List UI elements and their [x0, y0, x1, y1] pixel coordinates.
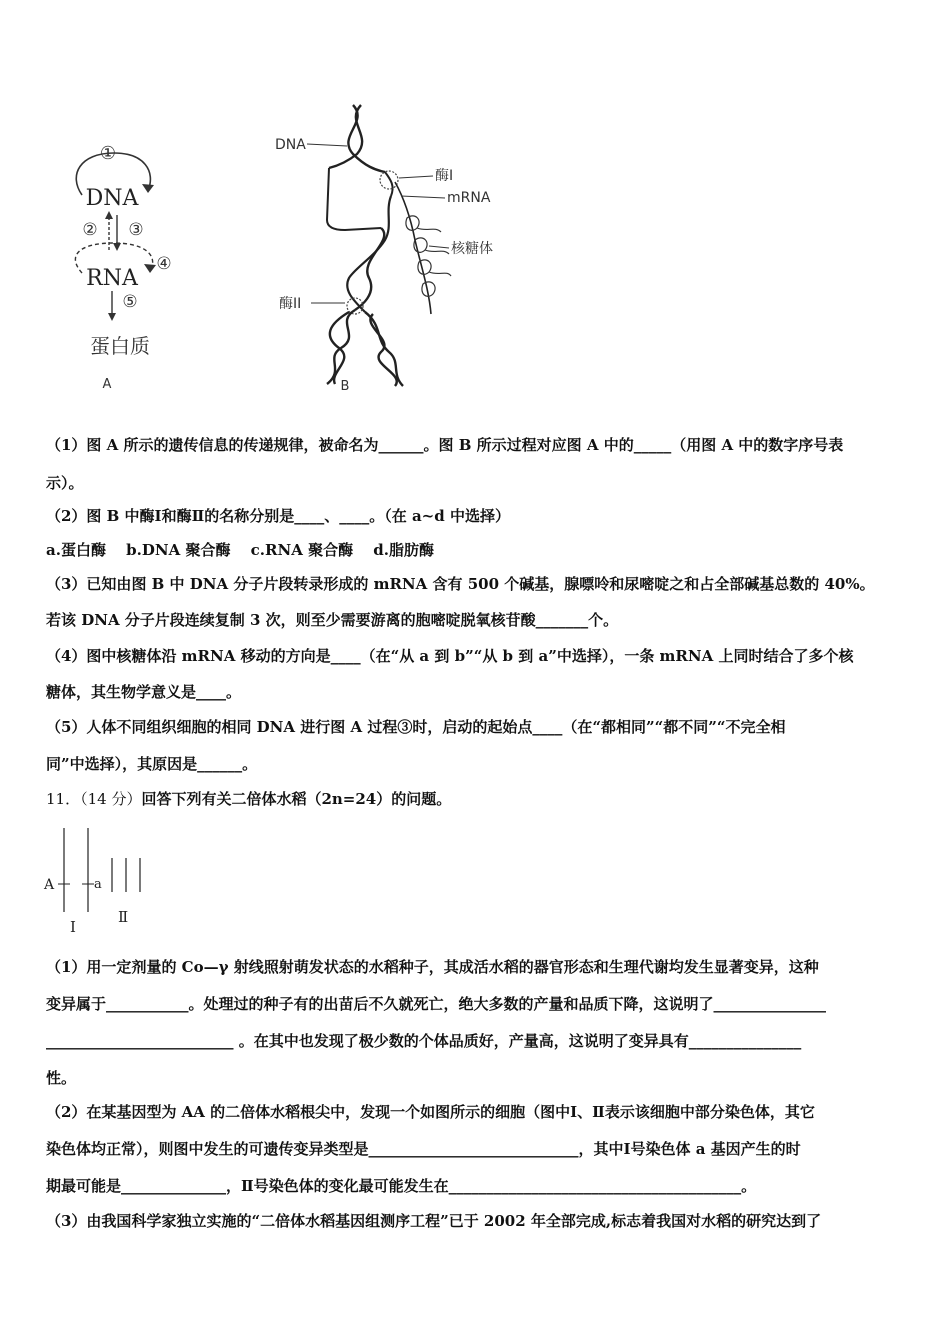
- q11-part3-line1: （3）由我国科学家独立实施的“二倍体水稻基因组测序工程”已于 2002 年全部完成,标志着我国对水稻的研究达到了: [46, 1212, 822, 1230]
- mrna-pointer: [401, 196, 445, 198]
- q11-part1-line3: _________________________ 。在其中也发现了极少数的个体品质好，产量高，这说明了变异具有_______________: [46, 1032, 802, 1050]
- reverse-arrowhead: [105, 211, 113, 219]
- q10-part5-line1: （5）人体不同组织细胞的相同 DNA 进行图 A 过程③时，启动的起始点____（在“都相同”“都不同”“不完全相: [46, 718, 786, 736]
- ribosome-pointer: [429, 246, 449, 248]
- chromosome-1-label: Ⅰ: [70, 918, 76, 936]
- q10-part1-line2: 示）。: [46, 474, 84, 492]
- step-1-label: ①: [99, 143, 117, 164]
- figure-a-central-dogma: [60, 135, 180, 395]
- template-strand: [327, 168, 381, 230]
- q10-part4-line2: 糖体，其生物学意义是____。: [46, 683, 242, 701]
- q10-part3-line1: （3）已知由图 B 中 DNA 分子片段转录形成的 mRNA 含有 500 个碱基，腺嘌呤和尿嘧啶之和占全部碱基总数的 40%。: [46, 575, 875, 593]
- q11-heading: [46, 789, 906, 809]
- translation-arrowhead: [108, 313, 116, 321]
- q11-part2-line3: 期最可能是______________，Ⅱ号染色体的变化最可能发生在_______________________________________。: [46, 1177, 757, 1195]
- figure-a-caption: A: [102, 377, 112, 392]
- figure-b-transcription: [265, 100, 505, 395]
- step-3-label: ③: [128, 220, 144, 240]
- dna-label: DNA: [275, 137, 306, 153]
- enzyme-1-label: 酶I: [435, 168, 454, 184]
- q11-part2-line2: 染色体均正常），则图中发生的可遗传变异类型是____________________________，其中Ⅰ号染色体 a 基因产生的时: [46, 1140, 801, 1158]
- step-2-label: ②: [82, 220, 98, 240]
- enzyme-2-label: 酶II: [279, 296, 302, 312]
- q11-number: 11．（14 分）: [46, 790, 142, 808]
- mrna-label: mRNA: [447, 190, 491, 206]
- figure-b-caption: B: [340, 379, 350, 394]
- dna-pointer: [307, 144, 347, 146]
- dna-helix-top-strand-1: [348, 105, 385, 172]
- enzyme-1-pointer: [399, 176, 433, 178]
- coding-strand: [385, 172, 393, 196]
- replication-arrowhead: [142, 184, 154, 193]
- transcription-arrowhead: [113, 243, 121, 251]
- q10-part2-options: a.蛋白酶 b.DNA 聚合酶 c.RNA 聚合酶 d.脂肪酶: [46, 541, 435, 559]
- ribosome-label: 核糖体: [451, 241, 493, 257]
- chromosome-2-label: Ⅱ: [118, 908, 129, 926]
- step-4-label: ④: [156, 254, 172, 274]
- step-5-label: ⑤: [122, 292, 138, 312]
- dna-node: DNA: [85, 186, 139, 211]
- q11-part1-line1: （1）用一定剂量的 Co—γ 射线照射萌发状态的水稻种子，其成活水稻的器官形态和生理代谢均发生显著变异，这种: [46, 958, 819, 976]
- q11-title: 回答下列有关二倍体水稻（2n=24）的问题。: [141, 790, 452, 808]
- q10-part3-line2: 若该 DNA 分子片段连续复制 3 次，则至少需要游离的胞嘧啶脱氧核苷酸_______个。: [46, 611, 619, 629]
- q10-part1-line1: （1）图 A 所示的遗传信息的传递规律，被命名为______。图 B 所示过程对应图 A 中的_____（用图 A 中的数字序号表: [46, 436, 844, 454]
- rna-node: RNA: [86, 266, 138, 291]
- dna-helix-mid: [355, 228, 384, 310]
- q10-part2: （2）图 B 中酶Ⅰ和酶Ⅱ的名称分别是____、____。（在 a~d 中选择）: [46, 507, 510, 525]
- gene-a-label: a: [94, 877, 102, 892]
- q11-part2-line1: （2）在某基因型为 AA 的二倍体水稻根尖中，发现一个如图所示的细胞（图中Ⅰ、Ⅱ表示该细胞中部分染色体，其它: [46, 1103, 815, 1121]
- rna-replication-arrowhead: [144, 264, 156, 273]
- protein-node: 蛋白质: [90, 334, 150, 358]
- q10-part5-line2: 同”中选择），其原因是______。: [46, 755, 258, 773]
- dna-helix-bottom-left: [327, 310, 355, 384]
- q10-part4-line1: （4）图中核糖体沿 mRNA 移动的方向是____（在“从 a 到 b”“从 b 到 a”中选择），一条 mRNA 上同时结合了多个核: [46, 647, 854, 665]
- q11-part1-line2: 变异属于___________。处理过的种子有的出苗后不久就死亡，绝大多数的产量和品质下降，这说明了_______________: [46, 995, 827, 1013]
- gene-A-label: A: [44, 877, 55, 893]
- q11-part1-line4: 性。: [46, 1069, 77, 1087]
- chromosome-figure: [42, 822, 162, 937]
- enzyme-1-blob: [380, 171, 398, 189]
